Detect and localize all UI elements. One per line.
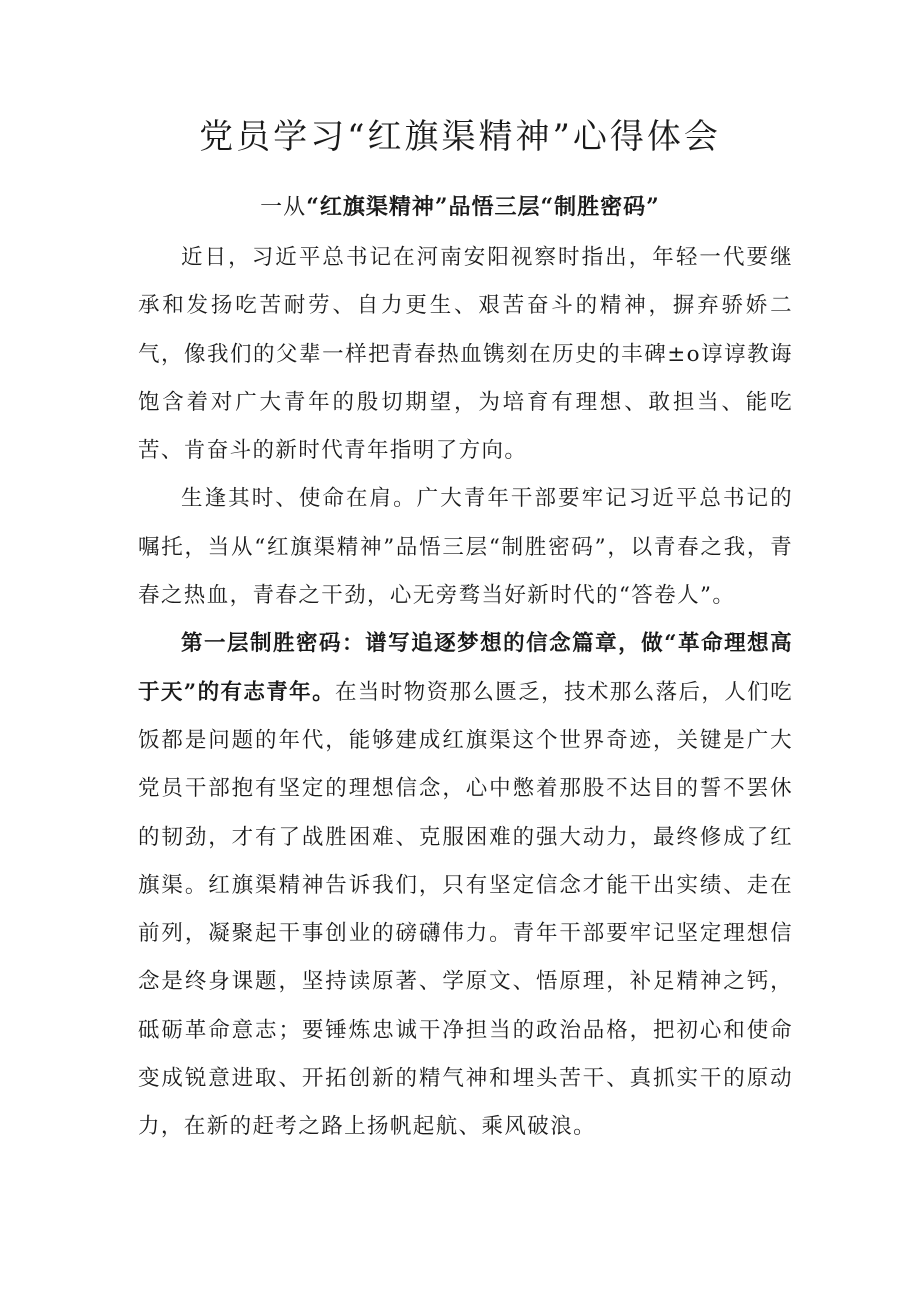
document-title: 党员学习“红旗渠精神”心得体会 — [199, 117, 721, 157]
document-subtitle — [0, 190, 920, 225]
paragraph-3 — [138, 620, 793, 1151]
paragraph-1-text: 近日，习近平总书记在河南安阳视察时指出，年轻一代要继承和发扬吃苦耐劳、自力更生、艰苦奋斗的精神，摒弃骄娇二气，像我们的父辈一样把青春热血镌刻在历史的丰碑±o谆谆教诲饱含着对广大青年的殷切期望，为培育有理想、敢担当、能吃苦、肯奋斗的新时代青年指明了方向。 — [138, 245, 793, 464]
paragraph-1 — [138, 234, 793, 475]
subtitle-prefix: 一从 — [260, 195, 307, 220]
document-body — [138, 234, 793, 1152]
paragraph-3-text: 在当时物资那么匮乏，技术那么落后，人们吃饭都是问题的年代，能够建成红旗渠这个世界奇迹，关键是广大党员干部抱有坚定的理想信念，心中憋着那股不达目的誓不罢休的韧劲，才有了战胜困难、克服困难的强大动力，最终修成了红旗渠。红旗渠精神告诉我们，只有坚定信念才能干出实绩、走在前列，凝聚起干事创业的磅礴伟力。青年干部要牢记坚定理想信念是终身课题，坚持读原著、学原文、悟原理，补足精神之钙，砥砺革命意志；要锤炼忠诚干净担当的政治品格，把初心和使命变成锐意进取、开拓创新的精气神和埋头苦干、真抓实干的原动力，在新的赶考之路上扬帆起航、乘风破浪。 — [138, 679, 793, 1140]
paragraph-2 — [138, 475, 793, 620]
paragraph-2-text: 生逢其时、使命在肩。广大青年干部要牢记习近平总书记的嘱托，当从“红旗渠精神”品悟三层“制胜密码”，以青春之我，青春之热血，青春之干劲，心无旁骛当好新时代的“答卷人”。 — [138, 486, 793, 609]
paragraph-3-lead: 第一层制胜密码：谱写追逐梦想的信念篇章，做“革命理想高于天”的有志青年。 — [138, 631, 793, 705]
subtitle-main: “红旗渠精神”品悟三层“制胜密码” — [306, 194, 660, 220]
